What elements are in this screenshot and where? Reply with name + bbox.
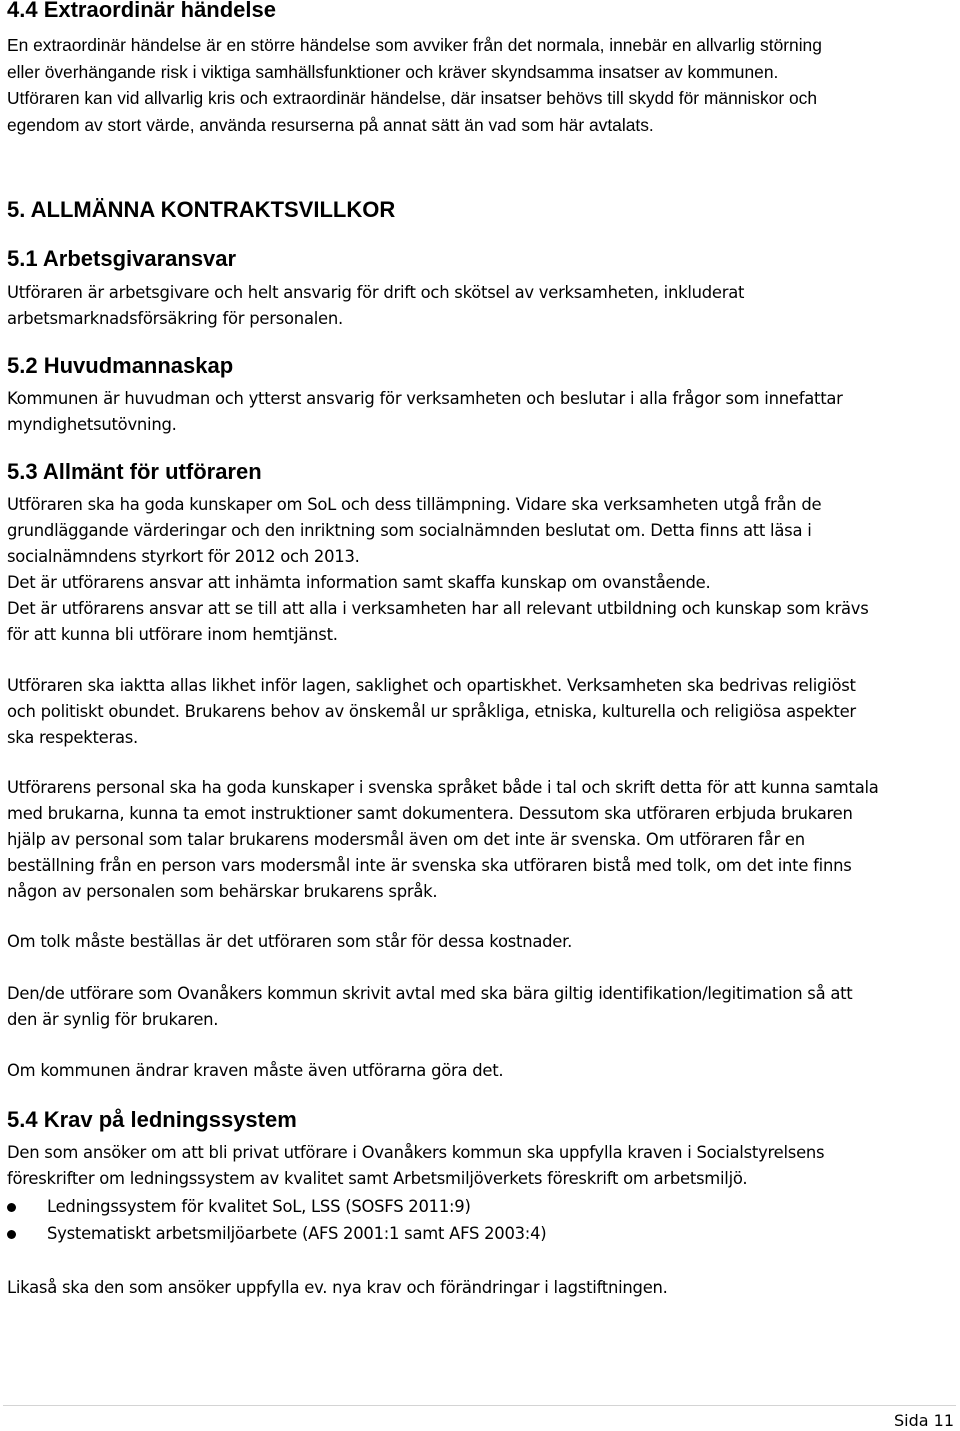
text-line: Om kommunen ändrar kraven måste även utförarna göra det.	[7, 1061, 504, 1080]
paragraph-5-4-intro	[7, 1140, 955, 1192]
text-line: Utföraren är arbetsgivare och helt ansvarig för drift och skötsel av verksamheten, inkluderat	[7, 283, 745, 302]
bullet-icon	[7, 1203, 16, 1212]
text-line: Det är utförarens ansvar att inhämta information samt skaffa kunskap om ovanstående.	[7, 573, 711, 592]
paragraph-5-3-c	[7, 775, 955, 905]
text-line: grundläggande värderingar och den inriktning som socialnämnden beslutat om. Detta finns att läsa i	[7, 521, 812, 540]
text-line: socialnämndens styrkort för 2012 och 2013.	[7, 547, 360, 566]
heading-5: 5. ALLMÄNNA KONTRAKTSVILLKOR	[7, 197, 396, 222]
text-line: egendom av stort värde, använda resurserna på annat sätt än vad som här avtalats.	[7, 114, 654, 135]
paragraph-5-3-a	[7, 492, 955, 648]
paragraph-4-4	[7, 32, 955, 138]
text-line: Det är utförarens ansvar att se till att alla i verksamheten har all relevant utbildning och kunskap som krävs	[7, 599, 869, 618]
text-line: En extraordinär händelse är en större händelse som avviker från det normala, innebär en allvarlig störning	[7, 35, 822, 55]
paragraph-5-4-outro	[7, 1275, 955, 1301]
paragraph-5-1	[7, 280, 955, 332]
text-line: Utföraren kan vid allvarlig kris och extraordinär händelse, där insatser behövs till skydd för människor och	[7, 88, 818, 108]
heading-5-2: 5.2 Huvudmannaskap	[7, 353, 234, 378]
footer-divider	[3, 1405, 956, 1406]
heading-4-4: 4.4 Extraordinär händelse	[7, 0, 276, 22]
paragraph-5-2	[7, 386, 955, 438]
text-line: hjälp av personal som talar brukarens modersmål även om det inte är svenska. Om utföraren får en	[7, 830, 805, 849]
text-line: ska respekteras.	[7, 728, 139, 747]
heading-5-4: 5.4 Krav på ledningssystem	[7, 1107, 297, 1132]
text-line: och politiskt obundet. Brukarens behov av önskemål ur språkliga, etniska, kulturella och religiösa aspekter	[7, 702, 856, 721]
list-item-text: Ledningssystem för kvalitet SoL, LSS (SOSFS 2011:9)	[47, 1197, 471, 1216]
text-line: Den/de utförare som Ovanåkers kommun skrivit avtal med ska bära giltig identifikation/legitimation så att	[7, 984, 853, 1003]
text-line: Den som ansöker om att bli privat utförare i Ovanåkers kommun ska uppfylla kraven i Socialstyrelsens	[7, 1143, 825, 1162]
text-line: någon av personalen som behärskar brukarens språk.	[7, 882, 438, 901]
text-line: föreskrifter om ledningssystem av kvalitet samt Arbetsmiljöverkets föreskrift om arbetsmiljö.	[7, 1169, 748, 1188]
text-line: Kommunen är huvudman och ytterst ansvarig för verksamheten och beslutar i alla frågor som innefattar	[7, 389, 843, 408]
paragraph-5-3-f	[7, 1058, 955, 1084]
text-line: Utföraren ska iaktta allas likhet inför lagen, saklighet och opartiskhet. Verksamheten ska bedrivas religiöst	[7, 676, 856, 695]
text-line: myndighetsutövning.	[7, 415, 177, 434]
text-line: den är synlig för brukaren.	[7, 1010, 219, 1029]
text-line: Likaså ska den som ansöker uppfylla ev. nya krav och förändringar i lagstiftningen.	[7, 1278, 668, 1297]
text-line: Utföraren ska ha goda kunskaper om SoL och dess tillämpning. Vidare ska verksamheten utgå från de	[7, 495, 822, 514]
text-line: beställning från en person vars modersmål inte är svenska ska utföraren bistå med tolk, om det inte finns	[7, 856, 852, 875]
bullet-icon	[7, 1230, 16, 1239]
text-line: eller överhängande risk i viktiga samhällsfunktioner och kräver skyndsamma insatser av kommunen.	[7, 61, 779, 82]
text-line: Utförarens personal ska ha goda kunskaper i svenska språket både i tal och skrift detta för att kunna samtala	[7, 778, 879, 797]
text-line: arbetsmarknadsförsäkring för personalen.	[7, 309, 343, 328]
heading-5-3: 5.3 Allmänt för utföraren	[7, 459, 262, 484]
paragraph-5-3-d	[7, 929, 955, 955]
list-item-text: Systematiskt arbetsmiljöarbete (AFS 2001:1 samt AFS 2003:4)	[47, 1224, 547, 1243]
text-line: med brukarna, kunna ta emot instruktioner samt dokumentera. Dessutom ska utföraren erbjuda brukaren	[7, 804, 853, 823]
text-line: för att kunna bli utförare inom hemtjänst.	[7, 625, 338, 644]
paragraph-5-3-e	[7, 981, 955, 1033]
heading-5-1: 5.1 Arbetsgivaransvar	[7, 246, 237, 271]
paragraph-5-3-b	[7, 673, 955, 751]
page-number: Sida 11	[893, 1411, 954, 1430]
text-line: Om tolk måste beställas är det utföraren som står för dessa kostnader.	[7, 932, 573, 951]
